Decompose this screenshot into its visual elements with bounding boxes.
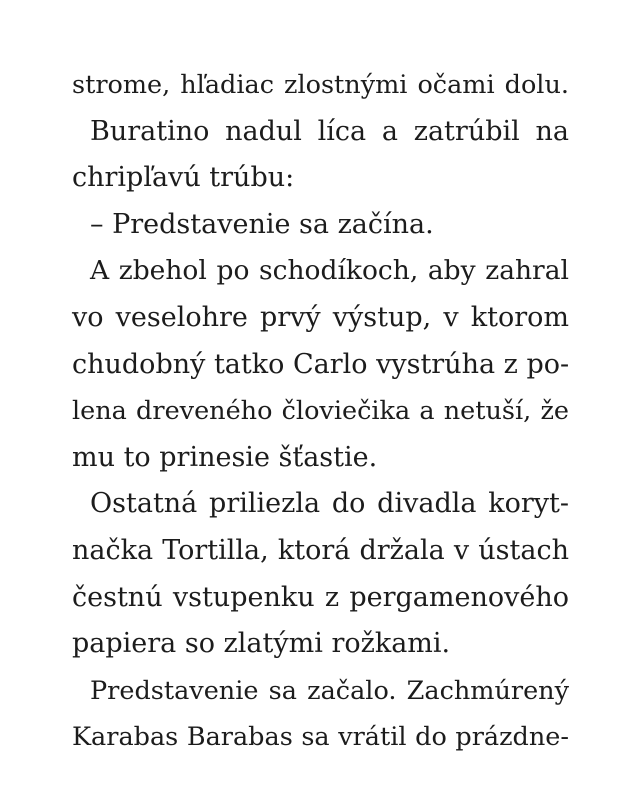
text-line: Buratino nadul líca a zatrúbil na (90, 115, 569, 147)
text-line: Predstavenie sa začalo. Zachmúrený (90, 675, 569, 706)
text-line: papiera so zlatými rožkami. (72, 628, 451, 660)
text-line: A zbehol po schodíkoch, aby zahral (90, 255, 569, 287)
text-line: lena dreveného človiečika a netuší, že (72, 396, 569, 427)
text-line: strome, hľadiac zlostnými očami dolu. (72, 70, 569, 100)
text-line: mu to prinesie šťastie. (72, 441, 378, 473)
text-line: – Predstavenie sa začína. (90, 208, 434, 240)
text-line: chudobný tatko Carlo vystrúha z po- (72, 348, 570, 380)
text-line: vo veselohre prvý výstup, v ktorom (72, 301, 569, 333)
book-page (72, 62, 569, 761)
text-line: Ostatná priliezla do divadla koryt- (90, 488, 569, 520)
text-line: chripľavú trúbu: (72, 162, 295, 194)
text-line: čestnú vstupenku z pergamenového (72, 581, 569, 613)
text-line: načka Tortilla, ktorá držala v ústach (72, 534, 569, 566)
text-line: Karabas Barabas sa vrátil do prázdne- (72, 722, 569, 753)
